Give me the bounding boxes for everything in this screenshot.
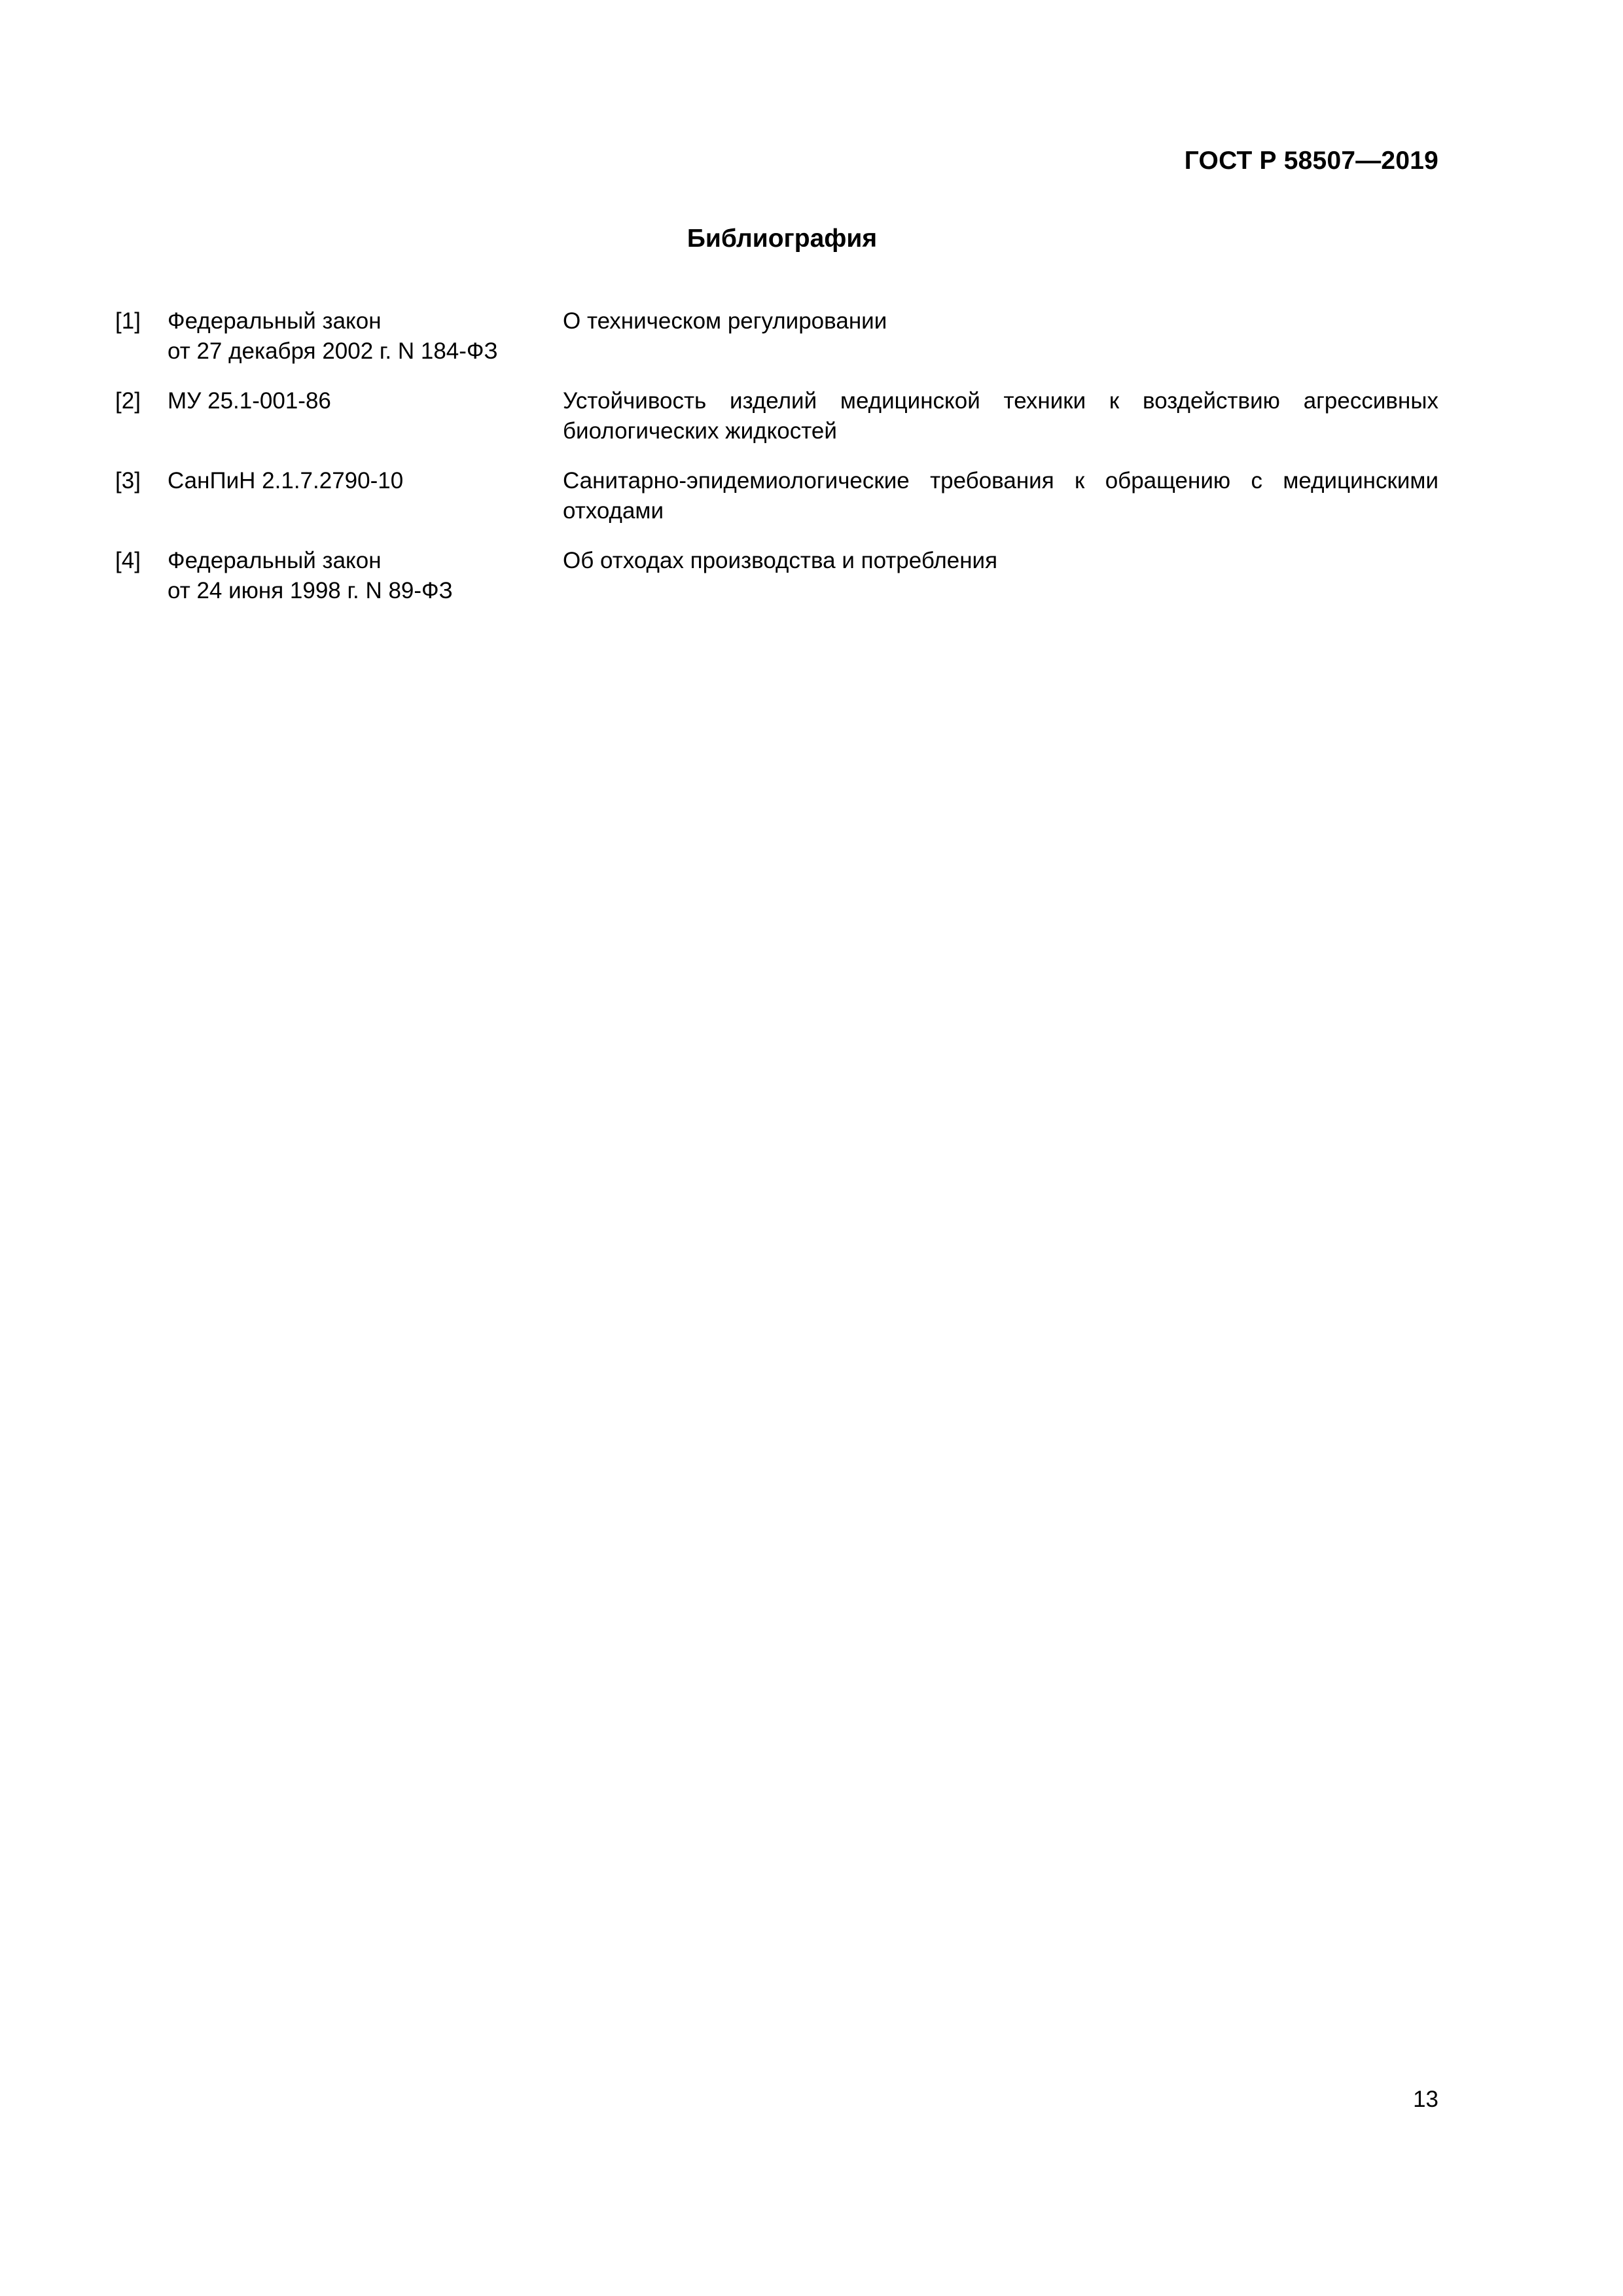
entry-number: [4] <box>115 548 141 573</box>
entry-title: Санитарно-эпидемиологические требования к обращению с медицинскими отходами <box>563 468 1438 524</box>
entry-source-line: от 24 июня 1998 г. N 89-ФЗ <box>168 578 453 603</box>
document-code: ГОСТ Р 58507—2019 <box>1184 147 1438 175</box>
entry-source <box>168 306 563 367</box>
entry-title: Устойчивость изделий медицинской техники к воздействию агрессивных биологических жидкостей <box>563 388 1438 444</box>
entry-number: [3] <box>115 468 141 493</box>
entry-number: [1] <box>115 308 141 334</box>
bibliography-list <box>115 306 1438 606</box>
bibliography-entry <box>115 306 1438 367</box>
page-number: 13 <box>1413 2087 1438 2112</box>
entry-source <box>168 546 563 606</box>
entry-source-line: Федеральный закон <box>168 308 382 334</box>
entry-title: Об отходах производства и потребления <box>563 548 998 573</box>
entry-source-line: МУ 25.1-001-86 <box>168 388 331 414</box>
entry-source-line: СанПиН 2.1.7.2790-10 <box>168 468 404 493</box>
entry-title: О техническом регулировании <box>563 308 887 334</box>
entry-number: [2] <box>115 388 141 414</box>
bibliography-entry <box>115 466 1438 526</box>
entry-source <box>168 386 563 416</box>
entry-source-line: от 27 декабря 2002 г. N 184-ФЗ <box>168 338 498 364</box>
entry-source-line: Федеральный закон <box>168 548 382 573</box>
entry-source <box>168 466 563 496</box>
bibliography-entry <box>115 386 1438 446</box>
section-title: Библиография <box>687 224 878 253</box>
bibliography-entry <box>115 546 1438 606</box>
